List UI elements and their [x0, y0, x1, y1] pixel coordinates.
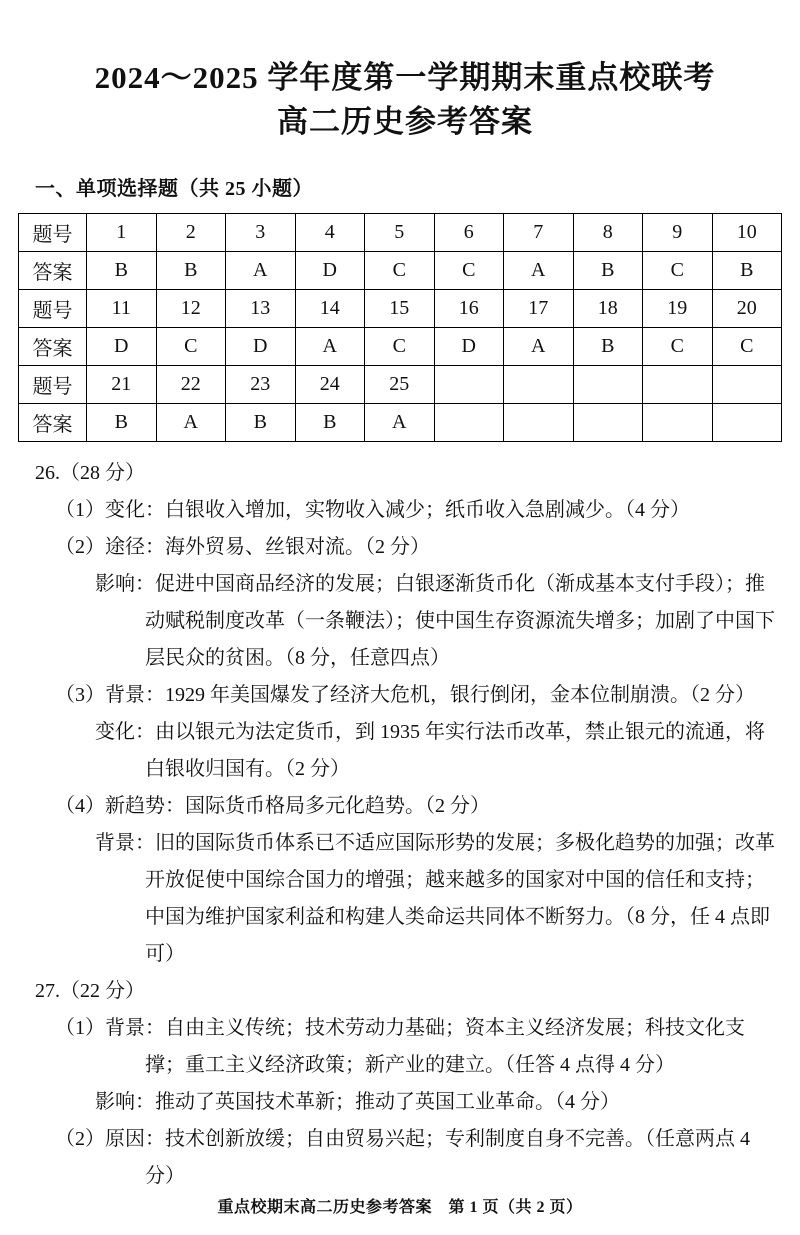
answer-cell: 18 — [573, 290, 643, 328]
title-line-2: 高二历史参考答案 — [277, 104, 533, 139]
answer-cell: 2 — [156, 214, 226, 252]
answer-cell — [712, 404, 782, 442]
answer-cell — [643, 404, 713, 442]
table-row — [19, 214, 782, 252]
answer-cell: B — [295, 404, 365, 442]
question-block — [35, 973, 775, 1195]
title-line-1: 2024～2025 学年度第一学期期末重点校联考 — [94, 60, 716, 95]
answer-table-body — [19, 214, 782, 442]
answer-cell: C — [434, 252, 504, 290]
answer-cell: 19 — [643, 290, 713, 328]
question-number: 26.（28 分） — [35, 462, 145, 484]
answer-cell: B — [87, 252, 157, 290]
answer-cell: 6 — [434, 214, 504, 252]
answer-cell: B — [156, 252, 226, 290]
answer-cell — [573, 366, 643, 404]
answer-cell: D — [434, 328, 504, 366]
answer-cell: A — [504, 252, 574, 290]
answer-cell: 1 — [87, 214, 157, 252]
answer-cell — [643, 366, 713, 404]
answer-cell: 24 — [295, 366, 365, 404]
answer-cell: D — [87, 328, 157, 366]
answer-cell: C — [365, 252, 435, 290]
table-row — [19, 404, 782, 442]
answer-cell: 4 — [295, 214, 365, 252]
answer-part: （3）背景：1929 年美国爆发了经济大危机，银行倒闭，金本位制崩溃。（2 分） — [55, 684, 755, 706]
answer-cell: B — [87, 404, 157, 442]
answer-cell: D — [226, 328, 296, 366]
table-row — [19, 366, 782, 404]
document-title — [35, 56, 775, 144]
answer-cell: 10 — [712, 214, 782, 252]
answer-part: 背景：旧的国际货币体系已不适应国际形势的发展；多极化趋势的加强；改革开放促使中国综合国力的增强；越来越多的国家对中国的信任和支持；中国为维护国家利益和构建人类命运共同体不断努力。（8 分，任 4 点即可） — [95, 832, 775, 965]
row-header-cell: 题号 — [19, 366, 87, 404]
answer-cell: 25 — [365, 366, 435, 404]
answer-cell: C — [156, 328, 226, 366]
answer-part: 影响：推动了英国技术革新；推动了英国工业革命。（4 分） — [95, 1091, 620, 1113]
answer-cell: 21 — [87, 366, 157, 404]
table-row — [19, 252, 782, 290]
questions-container — [35, 455, 775, 1195]
answer-cell — [434, 366, 504, 404]
answer-cell — [712, 366, 782, 404]
answer-cell: C — [712, 328, 782, 366]
answer-cell: 16 — [434, 290, 504, 328]
row-header-cell: 答案 — [19, 252, 87, 290]
answer-part: （2）途径：海外贸易、丝银对流。（2 分） — [55, 536, 430, 558]
question-number: 27.（22 分） — [35, 980, 145, 1002]
answer-cell: B — [712, 252, 782, 290]
answer-cell: 9 — [643, 214, 713, 252]
table-row — [19, 328, 782, 366]
answer-cell: 3 — [226, 214, 296, 252]
row-header-cell: 答案 — [19, 404, 87, 442]
answer-cell: 14 — [295, 290, 365, 328]
answer-cell — [573, 404, 643, 442]
answer-cell: 22 — [156, 366, 226, 404]
answer-cell: 20 — [712, 290, 782, 328]
answer-cell: B — [573, 328, 643, 366]
answer-part: （1）背景：自由主义传统；技术劳动力基础；资本主义经济发展；科技文化支撑；重工主义经济政策；新产业的建立。（任答 4 点得 4 分） — [55, 1017, 745, 1076]
answer-cell: 15 — [365, 290, 435, 328]
answer-part: （2）原因：技术创新放缓；自由贸易兴起；专利制度自身不完善。（任意两点 4 分） — [55, 1128, 750, 1187]
answer-part: （1）变化：白银收入增加，实物收入减少；纸币收入急剧减少。（4 分） — [55, 499, 690, 521]
page-footer: 重点校期末高二历史参考答案 第 1 页（共 2 页） — [217, 1199, 583, 1216]
answer-cell: A — [156, 404, 226, 442]
table-row — [19, 290, 782, 328]
answer-cell: B — [573, 252, 643, 290]
answer-part: （4）新趋势：国际货币格局多元化趋势。（2 分） — [55, 795, 490, 817]
answer-table — [18, 213, 782, 442]
answer-part: 变化：由以银元为法定货币，到 1935 年实行法币改革，禁止银元的流通，将白银收归国有。（2 分） — [95, 721, 765, 780]
answer-cell: C — [643, 328, 713, 366]
row-header-cell: 题号 — [19, 214, 87, 252]
answer-cell — [434, 404, 504, 442]
answer-cell: 11 — [87, 290, 157, 328]
answer-cell: C — [643, 252, 713, 290]
answer-cell: 5 — [365, 214, 435, 252]
section-heading: 一、单项选择题（共 25 小题） — [35, 178, 313, 200]
question-block — [35, 455, 775, 973]
answer-part: 影响：促进中国商品经济的发展；白银逐渐货币化（渐成基本支付手段）；推动赋税制度改革（一条鞭法）；使中国生存资源流失增多；加剧了中国下层民众的贫困。（8 分，任意四点） — [95, 573, 775, 669]
answer-cell: 13 — [226, 290, 296, 328]
answer-cell: 12 — [156, 290, 226, 328]
answer-cell: A — [226, 252, 296, 290]
answer-cell: 17 — [504, 290, 574, 328]
answer-cell: 7 — [504, 214, 574, 252]
answer-cell: A — [504, 328, 574, 366]
answer-cell — [504, 366, 574, 404]
answer-cell: D — [295, 252, 365, 290]
row-header-cell: 题号 — [19, 290, 87, 328]
answer-cell: A — [295, 328, 365, 366]
answer-cell — [504, 404, 574, 442]
answer-cell: B — [226, 404, 296, 442]
answer-cell: 23 — [226, 366, 296, 404]
answer-cell: 8 — [573, 214, 643, 252]
answer-cell: C — [365, 328, 435, 366]
answer-cell: A — [365, 404, 435, 442]
row-header-cell: 答案 — [19, 328, 87, 366]
